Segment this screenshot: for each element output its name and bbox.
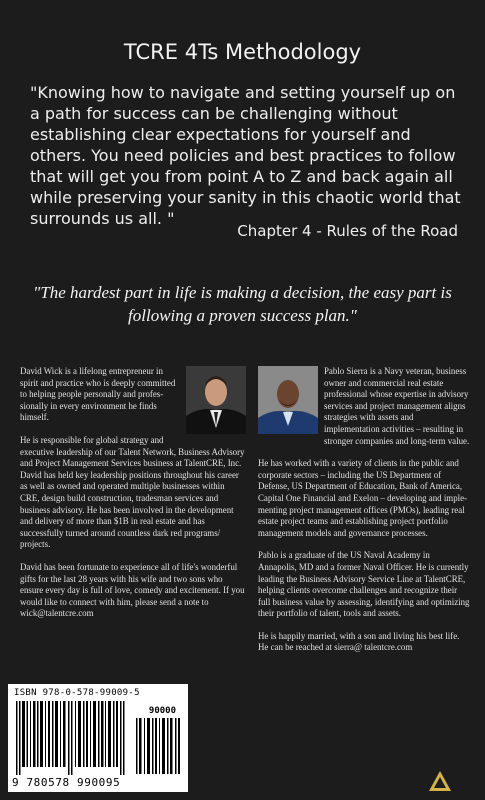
bio-paragraph: Pablo Sierra is a Navy veteran, business owner and commercial real estate professional whose expertise in advisory services and project management aligns strategies with assets and implementation activities – resulting in stronger companies and long-term value. xyxy=(324,366,470,446)
featured-quote: "The hardest part in life is making a decision, the easy part is following a proven success plan." xyxy=(33,283,452,325)
isbn-barcode xyxy=(8,684,188,792)
price-code: 90000 xyxy=(148,706,176,716)
barcode-bars xyxy=(16,701,126,775)
author-bio-david xyxy=(20,366,246,631)
bio-paragraph: He has worked with a variety of clients in the public and corporate sectors – including the US Department of Defense, US Department of Education, Bank of America, Capital One Financial and Exelon – developing and implementing project management offices (PMOs), leading real estate project teams and establishing project portfolio management models and governance processes. xyxy=(258,458,468,538)
isbn-label: ISBN 978-0-578-99009-5 xyxy=(14,688,140,698)
publisher-logo-icon xyxy=(428,770,452,792)
bio-paragraph: David has been fortunate to experience all of life's wonderful gifts for the last 28 years with his wife and two sons who ensure every day is full of love, comedy and excitement. If you would like to connect with him, please send a note to wick@talentcre.com xyxy=(20,561,245,619)
author-photo-pablo xyxy=(258,366,318,434)
quote-source: Chapter 4 - Rules of the Road xyxy=(237,222,458,240)
author-bio-pablo xyxy=(258,366,470,665)
bio-paragraph: Pablo is a graduate of the US Naval Academy in Annapolis, MD and a former Naval Officer. He is currently leading the Business Advisory Service Line at TalentCRE, helping clients overcome challenges and recognize their full business value by assessing, identifying and optimizing their portfolio of talent, tools and assets. xyxy=(258,550,470,619)
bio-paragraph: He is responsible for global strategy and executive leadership of our Talent Network, Business Advisory and Project Management Services business at TalentCRE, Inc. David has held key leadership positions throughout his career as well as owned and operated multiple businesses within CRE, design build construction, tradesman services and business advisory. He has been involved in the development and delivery of more than $1B in real estate and has successfully turned around countless dark red programs/ projects. xyxy=(20,434,245,550)
barcode-addon-bars xyxy=(136,718,180,774)
barcode-digits: 9 780578 990095 xyxy=(12,776,121,789)
bio-paragraph: He is happily married, with a son and living his best life. He can be reached at sierra@ talentcre.com xyxy=(258,630,460,653)
intro-quote: "Knowing how to navigate and setting yourself up on a path for success can be challenging without establishing clear expectations for yourself and others. You need policies and best practices to follow that will get you from point A to Z and back again all while preserving your sanity in this chaotic world that surrounds us all. " xyxy=(30,83,461,228)
cover-title: TCRE 4Ts Methodology xyxy=(123,40,362,64)
author-photo-david xyxy=(186,366,246,434)
bio-paragraph: David Wick is a lifelong entrepreneur in spirit and practice who is deeply committed to helping people personally and professionally in every environment he finds himself. xyxy=(20,366,176,423)
